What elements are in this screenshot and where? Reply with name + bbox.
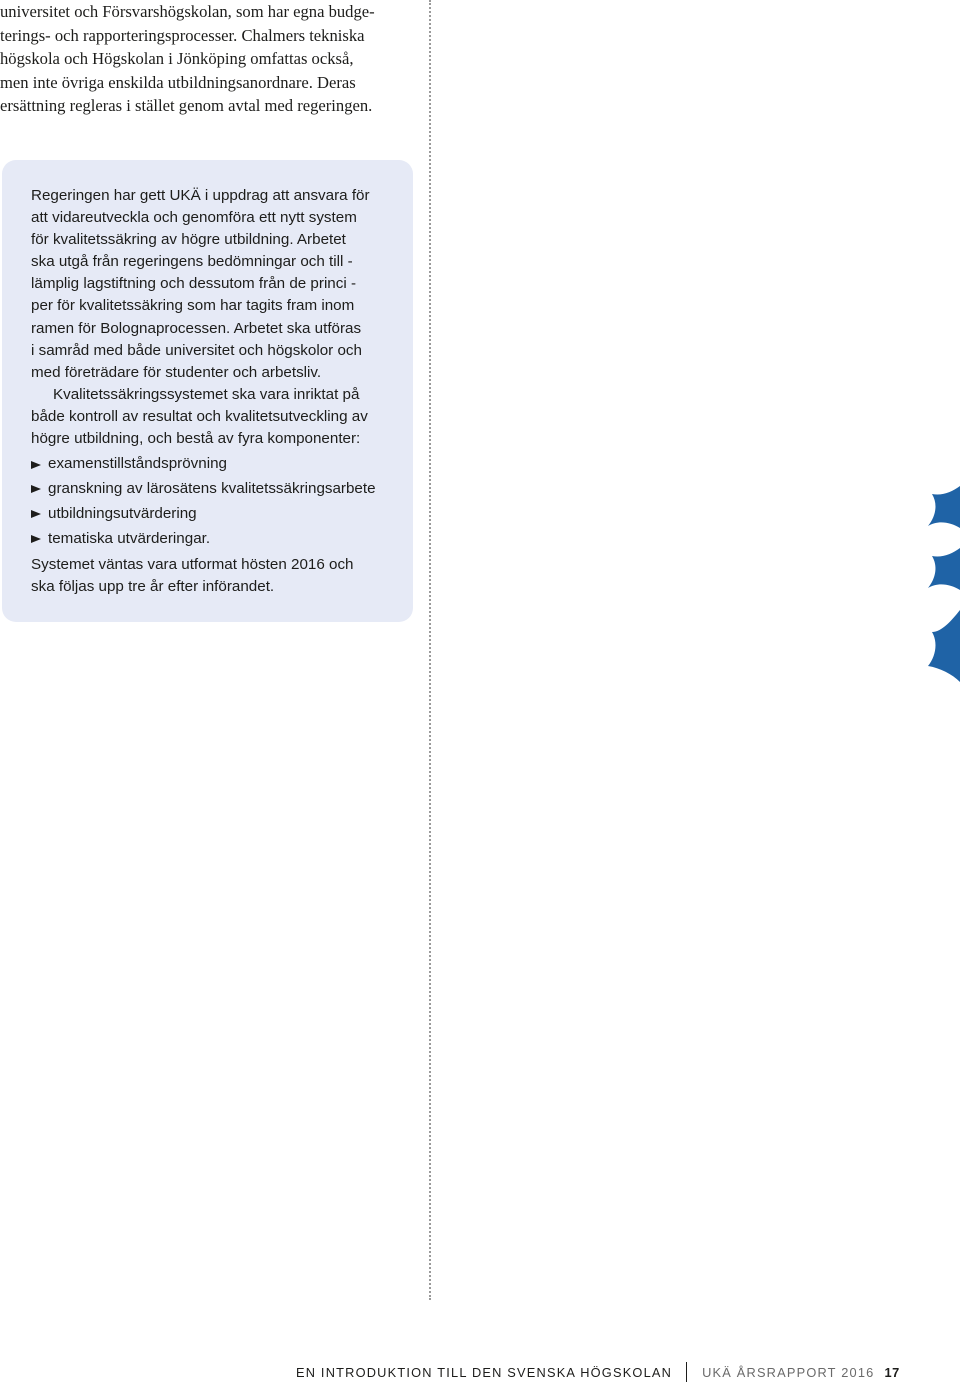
fact-box-text [31,185,406,599]
fact-box-closing [31,554,406,598]
chevron-decoration-icon [928,486,960,682]
fact-line: ska följas upp tre år efter införandet. [31,578,275,596]
component-list [31,452,406,551]
fact-line: Regeringen har gett UKÄ i uppdrag att ansvara för [31,187,370,204]
list-item-label: tematiska utvärderingar. [48,529,211,547]
fact-line: för kvalitetssäkring av högre utbildning. Arbetet [31,231,346,249]
body-line: högskola och Högskolan i Jönköping omfattas också, [0,49,354,69]
fact-line: med företrädare för studenter och arbetsliv. [31,363,322,381]
list-item-label: utbildningsutvärdering [48,505,197,523]
body-line: terings- och rapporteringsprocesser. Chalmers tekniska [0,25,365,45]
list-item [31,452,406,477]
fact-line: högre utbildning, och bestå av fyra komponenter: [31,430,361,448]
fact-line: ska utgå från regeringens bedömningar och till - [31,253,353,271]
body-text [0,0,420,118]
body-line: men inte övriga enskilda utbildningsanordnare. Deras [0,72,356,92]
fact-line: Systemet väntas vara utformat hösten 2016 och [31,556,354,574]
page-footer [296,1360,900,1384]
list-item [31,477,406,502]
fact-line: per för kvalitetssäkring som har tagits fram inom [31,297,355,315]
list-item [31,502,406,527]
footer-separator [686,1362,687,1382]
list-item-label: examenstillståndsprövning [48,455,227,473]
fact-line: Kvalitetssäkringssystemet ska vara inriktat på [53,385,360,403]
fact-line: lämplig lagstiftning och dessutom från de princi - [31,275,357,293]
list-item [31,527,406,552]
column-divider [429,0,431,1300]
triangle-bullet-icon [31,461,41,469]
list-item-label: granskning av lärosätens kvalitetssäkringsarbete [48,480,376,498]
fact-line: att vidareutveckla och genomföra ett nytt system [31,209,357,227]
page-number: 17 [884,1364,900,1380]
fact-line: ramen för Bolognaprocessen. Arbetet ska utföras [31,319,362,337]
triangle-bullet-icon [31,510,41,518]
triangle-bullet-icon [31,485,41,493]
body-line: universitet och Försvarshögskolan, som har egna budge- [0,2,375,21]
fact-line: både kontroll av resultat och kvalitetsutveckling av [31,407,368,425]
fact-line: i samråd med både universitet och högskolor och [31,341,362,359]
footer-section-title: EN INTRODUKTION TILL DEN SVENSKA HÖGSKOLAN [296,1364,673,1380]
body-line: ersättning regleras i stället genom avtal med regeringen. [0,96,373,116]
footer-report-title: UKÄ ÅRSRAPPORT 2016 [702,1364,875,1380]
triangle-bullet-icon [31,535,41,543]
